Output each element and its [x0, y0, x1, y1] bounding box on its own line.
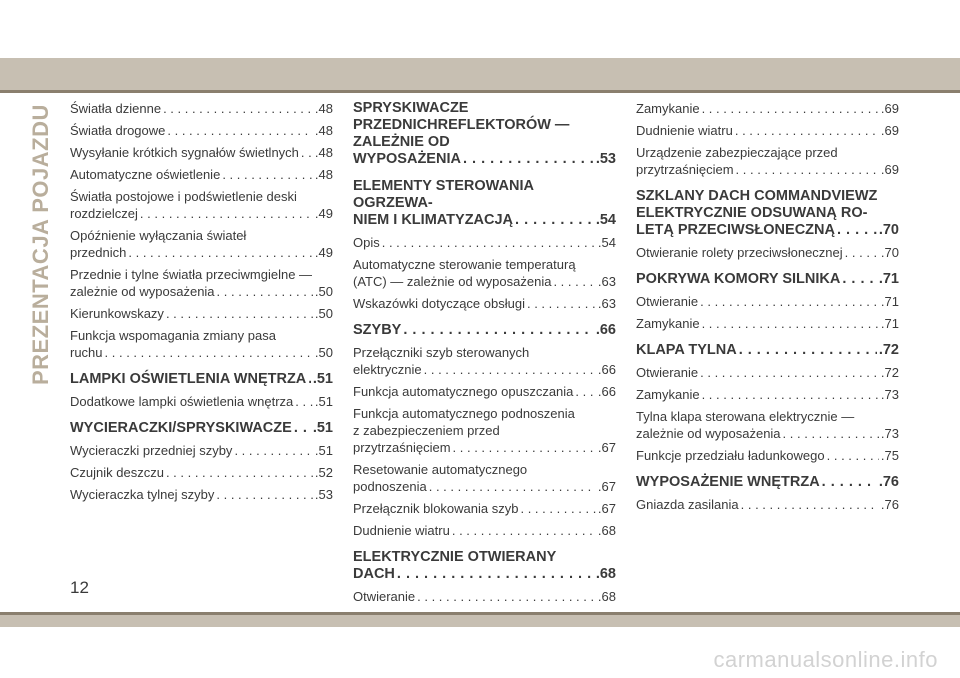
toc-entry-label: podnoszenia [353, 479, 427, 494]
toc-entry-text-line: Światła postojowe i podświetlenie deski [70, 189, 297, 204]
toc-entry-label: Kierunkowskazy [70, 306, 164, 321]
toc-entry-label: Funkcja automatycznego opuszczania [353, 384, 574, 399]
toc-leader-dots [217, 283, 313, 300]
toc-entry-row [70, 486, 333, 503]
toc-entry-label: (ATC) — zależnie od wyposażenia [353, 274, 552, 289]
toc-leader-dots [417, 588, 596, 605]
toc-entry-label: Zamykanie [636, 387, 700, 402]
toc-entry-row [70, 371, 333, 388]
toc-entry [70, 227, 333, 261]
toc-entry-label: Otwieranie [353, 589, 416, 604]
toc-column-2 [353, 100, 616, 610]
toc-entry-row [636, 342, 899, 359]
toc-entry [353, 295, 616, 312]
toc-entry-label: KLAPA TYLNA [636, 342, 737, 358]
toc-page-ref: .53 [595, 151, 616, 167]
toc-entry [70, 100, 333, 117]
toc-entry [70, 393, 333, 410]
toc-page-ref: .68 [595, 566, 616, 582]
toc-leader-dots [741, 496, 879, 513]
toc-leader-dots [837, 222, 877, 239]
toc-entry-text-line: Funkcja wspomagania zmiany pasa [70, 328, 276, 343]
toc-entry-label: Otwieranie [636, 365, 699, 380]
toc-entry-row [636, 315, 899, 332]
toc-entry-row [636, 271, 899, 288]
toc-entry-label: Dudnienie wiatru [636, 123, 733, 138]
toc-entry-row [70, 100, 333, 117]
toc-entry-label: rozdzielczej [70, 206, 138, 221]
toc-section-heading [636, 188, 899, 239]
toc-page-ref: .76 [880, 497, 899, 512]
toc-page-ref: .66 [597, 362, 616, 377]
toc-section-heading [70, 420, 333, 437]
toc-entry-text-line: SZKLANY DACH COMMANDVIEW [636, 188, 869, 204]
toc-entry [636, 122, 899, 139]
toc-entry-row [353, 295, 616, 312]
toc-entry-row [353, 361, 616, 378]
toc-leader-dots [520, 500, 595, 517]
toc-leader-dots [294, 420, 311, 437]
toc-entry-label: Wycieraczki przedniej szyby [70, 443, 233, 458]
toc-entry-row [353, 212, 616, 229]
toc-entry-label: Otwieranie [636, 294, 699, 309]
toc-entry-label: ruchu [70, 345, 103, 360]
toc-entry-row [70, 420, 333, 437]
toc-entry-text-line: z zabezpieczeniem przed [353, 423, 500, 438]
toc-section-heading [353, 100, 616, 168]
toc-entry-row [636, 161, 899, 178]
toc-page-ref: .54 [595, 212, 616, 228]
toc-entry-label: przednich [70, 245, 127, 260]
toc-page-ref: .66 [597, 384, 616, 399]
toc-entry-row [70, 166, 333, 183]
toc-entry-label: Światła drogowe [70, 123, 166, 138]
toc-leader-dots [515, 212, 594, 229]
toc-entry [70, 122, 333, 139]
toc-page-ref: .67 [597, 440, 616, 455]
toc-entry-row [70, 122, 333, 139]
toc-entry-text-line: ELEKTRYCZNIE OTWIERANY [353, 549, 557, 565]
toc-entry-row [353, 322, 616, 339]
toc-entry-row [353, 478, 616, 495]
toc-page-ref: .72 [880, 365, 899, 380]
toc-section-heading [636, 474, 899, 491]
toc-leader-dots [842, 271, 876, 288]
toc-section-heading [353, 549, 616, 583]
toc-leader-dots [234, 442, 312, 459]
toc-leader-dots [827, 447, 879, 464]
toc-entry-row [353, 500, 616, 517]
toc-entry-label: przytrzaśnięciem [353, 440, 451, 455]
toc-page-ref: .67 [597, 479, 616, 494]
toc-entry [70, 486, 333, 503]
toc-leader-dots [736, 161, 879, 178]
toc-entry-text-line: REFLEKTORÓW — ZALEŻNIE OD [353, 117, 570, 150]
toc-entry-row [636, 100, 899, 117]
toc-leader-dots [822, 474, 877, 491]
toc-page-ref: .66 [595, 322, 616, 338]
toc-entry-label: NIEM I KLIMATYZACJĄ [353, 212, 514, 228]
toc-entry-row [353, 234, 616, 251]
toc-page-ref: .48 [314, 101, 333, 116]
toc-page-ref: .71 [878, 271, 899, 287]
toc-entry [636, 386, 899, 403]
toc-page-ref: .52 [314, 465, 333, 480]
toc-entry-text-line: ELEMENTY STEROWANIA OGRZEWA- [353, 178, 534, 211]
toc-entry [70, 442, 333, 459]
toc-page-ref: .51 [314, 443, 333, 458]
toc-entry [353, 461, 616, 495]
toc-entry-row [636, 496, 899, 513]
toc-entry-label: Zamykanie [636, 101, 700, 116]
toc-page-ref: .71 [880, 316, 899, 331]
toc-page-ref: .69 [880, 101, 899, 116]
toc-entry-label: zależnie od wyposażenia [636, 426, 781, 441]
toc-entry-row [636, 222, 899, 239]
toc-entry-label: Funkcje przedziału ładunkowego [636, 448, 825, 463]
toc-page-ref: .51 [314, 394, 333, 409]
toc-entry-label: Zamykanie [636, 316, 700, 331]
toc-entry-label: przytrzaśnięciem [636, 162, 734, 177]
toc-leader-dots [429, 478, 596, 495]
toc-page-ref: .76 [878, 474, 899, 490]
toc-entry [353, 383, 616, 400]
toc-entry-label: Światła dzienne [70, 101, 162, 116]
toc-entry [70, 464, 333, 481]
toc-entry [353, 344, 616, 378]
toc-entry [70, 166, 333, 183]
toc-entry-row [636, 447, 899, 464]
toc-entry-row [353, 439, 616, 456]
toc-entry-text-line: Przednie i tylne światła przeciwmgielne — [70, 267, 313, 282]
toc-leader-dots [739, 342, 877, 359]
toc-entry-row [636, 293, 899, 310]
toc-entry [636, 364, 899, 381]
toc-entry [636, 408, 899, 442]
toc-entry-text-line: SPRYSKIWACZE PRZEDNICH [353, 100, 469, 133]
toc-page-ref: .53 [314, 487, 333, 502]
toc-page-ref: .68 [597, 523, 616, 538]
toc-entry-label: Czujnik deszczu [70, 465, 164, 480]
toc-entry [636, 447, 899, 464]
toc-page-ref: .50 [314, 345, 333, 360]
toc-leader-dots [463, 151, 594, 168]
toc-page-ref: .67 [597, 501, 616, 516]
toc-entry-row [353, 522, 616, 539]
toc-page-ref: .51 [312, 371, 333, 387]
toc-leader-dots [575, 383, 596, 400]
toc-section-heading [636, 271, 899, 288]
toc-leader-dots [403, 322, 593, 339]
toc-leader-dots [140, 205, 313, 222]
toc-page-ref: .72 [878, 342, 899, 358]
toc-entry [636, 496, 899, 513]
toc-entry [70, 188, 333, 222]
toc-entry-row [70, 393, 333, 410]
toc-entry-row [353, 588, 616, 605]
page-number: 12 [70, 578, 89, 597]
toc-page-ref: .70 [878, 222, 899, 238]
toc-page-ref: .69 [880, 162, 899, 177]
toc-leader-dots [700, 364, 879, 381]
toc-entry-row [70, 244, 333, 261]
toc-page-ref: .48 [314, 123, 333, 138]
toc-entry-text-line: Przełączniki szyb sterowanych [353, 345, 530, 360]
toc-entry-row [353, 151, 616, 168]
toc-leader-dots [453, 439, 596, 456]
toc-entry [636, 144, 899, 178]
toc-entry-row [636, 122, 899, 139]
toc-page-ref: .63 [597, 274, 616, 289]
toc-entry-row [353, 273, 616, 290]
toc-entry [353, 522, 616, 539]
toc-entry-label: DACH [353, 566, 395, 582]
toc-entry-text-line: Automatyczne sterowanie temperaturą [353, 257, 576, 272]
toc-page-ref: .69 [880, 123, 899, 138]
toc-entry-row [636, 474, 899, 491]
toc-page-ref: .49 [314, 245, 333, 260]
toc-page-ref: .68 [597, 589, 616, 604]
toc-entry-row [70, 283, 333, 300]
toc-entry-text-line: Resetowanie automatycznego [353, 462, 528, 477]
toc-page-ref: .51 [312, 420, 333, 436]
toc-entry [636, 100, 899, 117]
watermark: carmanualsonline.info [713, 647, 938, 672]
toc-entry [353, 405, 616, 456]
toc-entry [636, 244, 899, 261]
toc-leader-dots [222, 166, 313, 183]
footer-band [0, 615, 960, 627]
toc-column-1 [70, 100, 333, 508]
toc-page-ref: .50 [314, 284, 333, 299]
toc-entry [636, 293, 899, 310]
toc-entry [70, 305, 333, 322]
toc-leader-dots [845, 244, 879, 261]
toc-entry-row [70, 344, 333, 361]
toc-leader-dots [783, 425, 879, 442]
toc-entry-label: Automatyczne oświetlenie [70, 167, 221, 182]
toc-entry-text-line: Opóźnienie wyłączania świateł [70, 228, 247, 243]
toc-entry-text-line: Urządzenie zabezpieczające przed [636, 145, 838, 160]
toc-entry-label: WYPOSAŻENIE WNĘTRZA [636, 474, 820, 490]
toc-leader-dots [702, 386, 879, 403]
toc-section-heading [353, 322, 616, 339]
toc-entry-row [70, 144, 333, 161]
toc-leader-dots [735, 122, 879, 139]
toc-entry [70, 327, 333, 361]
toc-leader-dots [308, 371, 311, 388]
toc-entry-text-line: Funkcja automatycznego podnoszenia [353, 406, 575, 421]
toc-page-ref: .71 [880, 294, 899, 309]
toc-entry [70, 266, 333, 300]
toc-column-3 [636, 100, 899, 518]
toc-leader-dots [397, 566, 594, 583]
toc-entry [353, 500, 616, 517]
toc-entry-label: POKRYWA KOMORY SILNIKA [636, 271, 841, 287]
toc-section-heading [353, 178, 616, 229]
toc-page-ref: .49 [314, 206, 333, 221]
toc-entry-row [636, 244, 899, 261]
toc-page-ref: .73 [880, 387, 899, 402]
toc-entry-row [70, 464, 333, 481]
toc-entry-label: Wycieraczka tylnej szyby [70, 487, 215, 502]
toc-entry-label: Wysyłanie krótkich sygnałów świetlnych [70, 145, 299, 160]
toc-entry-row [636, 364, 899, 381]
toc-leader-dots [424, 361, 596, 378]
toc-leader-dots [166, 305, 313, 322]
header-band [0, 58, 960, 90]
toc-entry-row [636, 386, 899, 403]
toc-entry-row [353, 566, 616, 583]
toc-entry-label: Gniazda zasilania [636, 497, 739, 512]
toc-page-ref: .73 [880, 426, 899, 441]
toc-entry-label: Wskazówki dotyczące obsługi [353, 296, 525, 311]
toc-page-ref: .63 [597, 296, 616, 311]
toc-entry-label: SZYBY [353, 322, 402, 338]
toc-entry-label: WYPOSAŻENIA [353, 151, 461, 167]
toc-entry [636, 315, 899, 332]
section-side-title: PREZENTACJA POJAZDU [28, 104, 53, 385]
toc-entry [353, 256, 616, 290]
toc-leader-dots [301, 144, 313, 161]
toc-entry [353, 234, 616, 251]
toc-page-ref: .48 [314, 145, 333, 160]
toc-leader-dots [166, 464, 313, 481]
toc-entry-label: elektrycznie [353, 362, 422, 377]
header-rule [0, 90, 960, 93]
toc-entry-row [353, 383, 616, 400]
toc-page-ref: .50 [314, 306, 333, 321]
toc-entry-label: Przełącznik blokowania szyb [353, 501, 519, 516]
toc-leader-dots [216, 486, 313, 503]
toc-entry-text-line: Z ELEKTRYCZNIE ODSUWANĄ RO- [636, 188, 878, 221]
toc-section-heading [70, 371, 333, 388]
toc-page-ref: .48 [314, 167, 333, 182]
toc-leader-dots [128, 244, 313, 261]
toc-leader-dots [702, 100, 879, 117]
toc-leader-dots [163, 100, 313, 117]
toc-leader-dots [452, 522, 596, 539]
toc-page-ref: .54 [597, 235, 616, 250]
toc-entry-row [636, 425, 899, 442]
toc-leader-dots [167, 122, 313, 139]
toc-section-heading [636, 342, 899, 359]
toc-entry-row [70, 205, 333, 222]
toc-entry [70, 144, 333, 161]
toc-leader-dots [702, 315, 879, 332]
toc-leader-dots [382, 234, 596, 251]
toc-entry-label: Dodatkowe lampki oświetlenia wnętrza [70, 394, 294, 409]
toc-entry [353, 588, 616, 605]
toc-leader-dots [527, 295, 596, 312]
toc-entry-label: LAMPKI OŚWIETLENIA WNĘTRZA [70, 371, 307, 387]
toc-page-ref: .70 [880, 245, 899, 260]
toc-leader-dots [700, 293, 879, 310]
toc-page-ref: .75 [880, 448, 899, 463]
toc-leader-dots [295, 393, 313, 410]
toc-entry-text-line: Tylna klapa sterowana elektrycznie — [636, 409, 855, 424]
toc-entry-label: Dudnienie wiatru [353, 523, 450, 538]
toc-entry-label: WYCIERACZKI/SPRYSKIWACZE [70, 420, 292, 436]
toc-entry-label: Opis [353, 235, 380, 250]
toc-entry-label: LETĄ PRZECIWSŁONECZNĄ [636, 222, 835, 238]
toc-entry-row [70, 442, 333, 459]
toc-entry-row [70, 305, 333, 322]
toc-entry-label: Otwieranie rolety przeciwsłonecznej [636, 245, 843, 260]
toc-leader-dots [553, 273, 595, 290]
toc-leader-dots [105, 344, 313, 361]
toc-entry-label: zależnie od wyposażenia [70, 284, 215, 299]
